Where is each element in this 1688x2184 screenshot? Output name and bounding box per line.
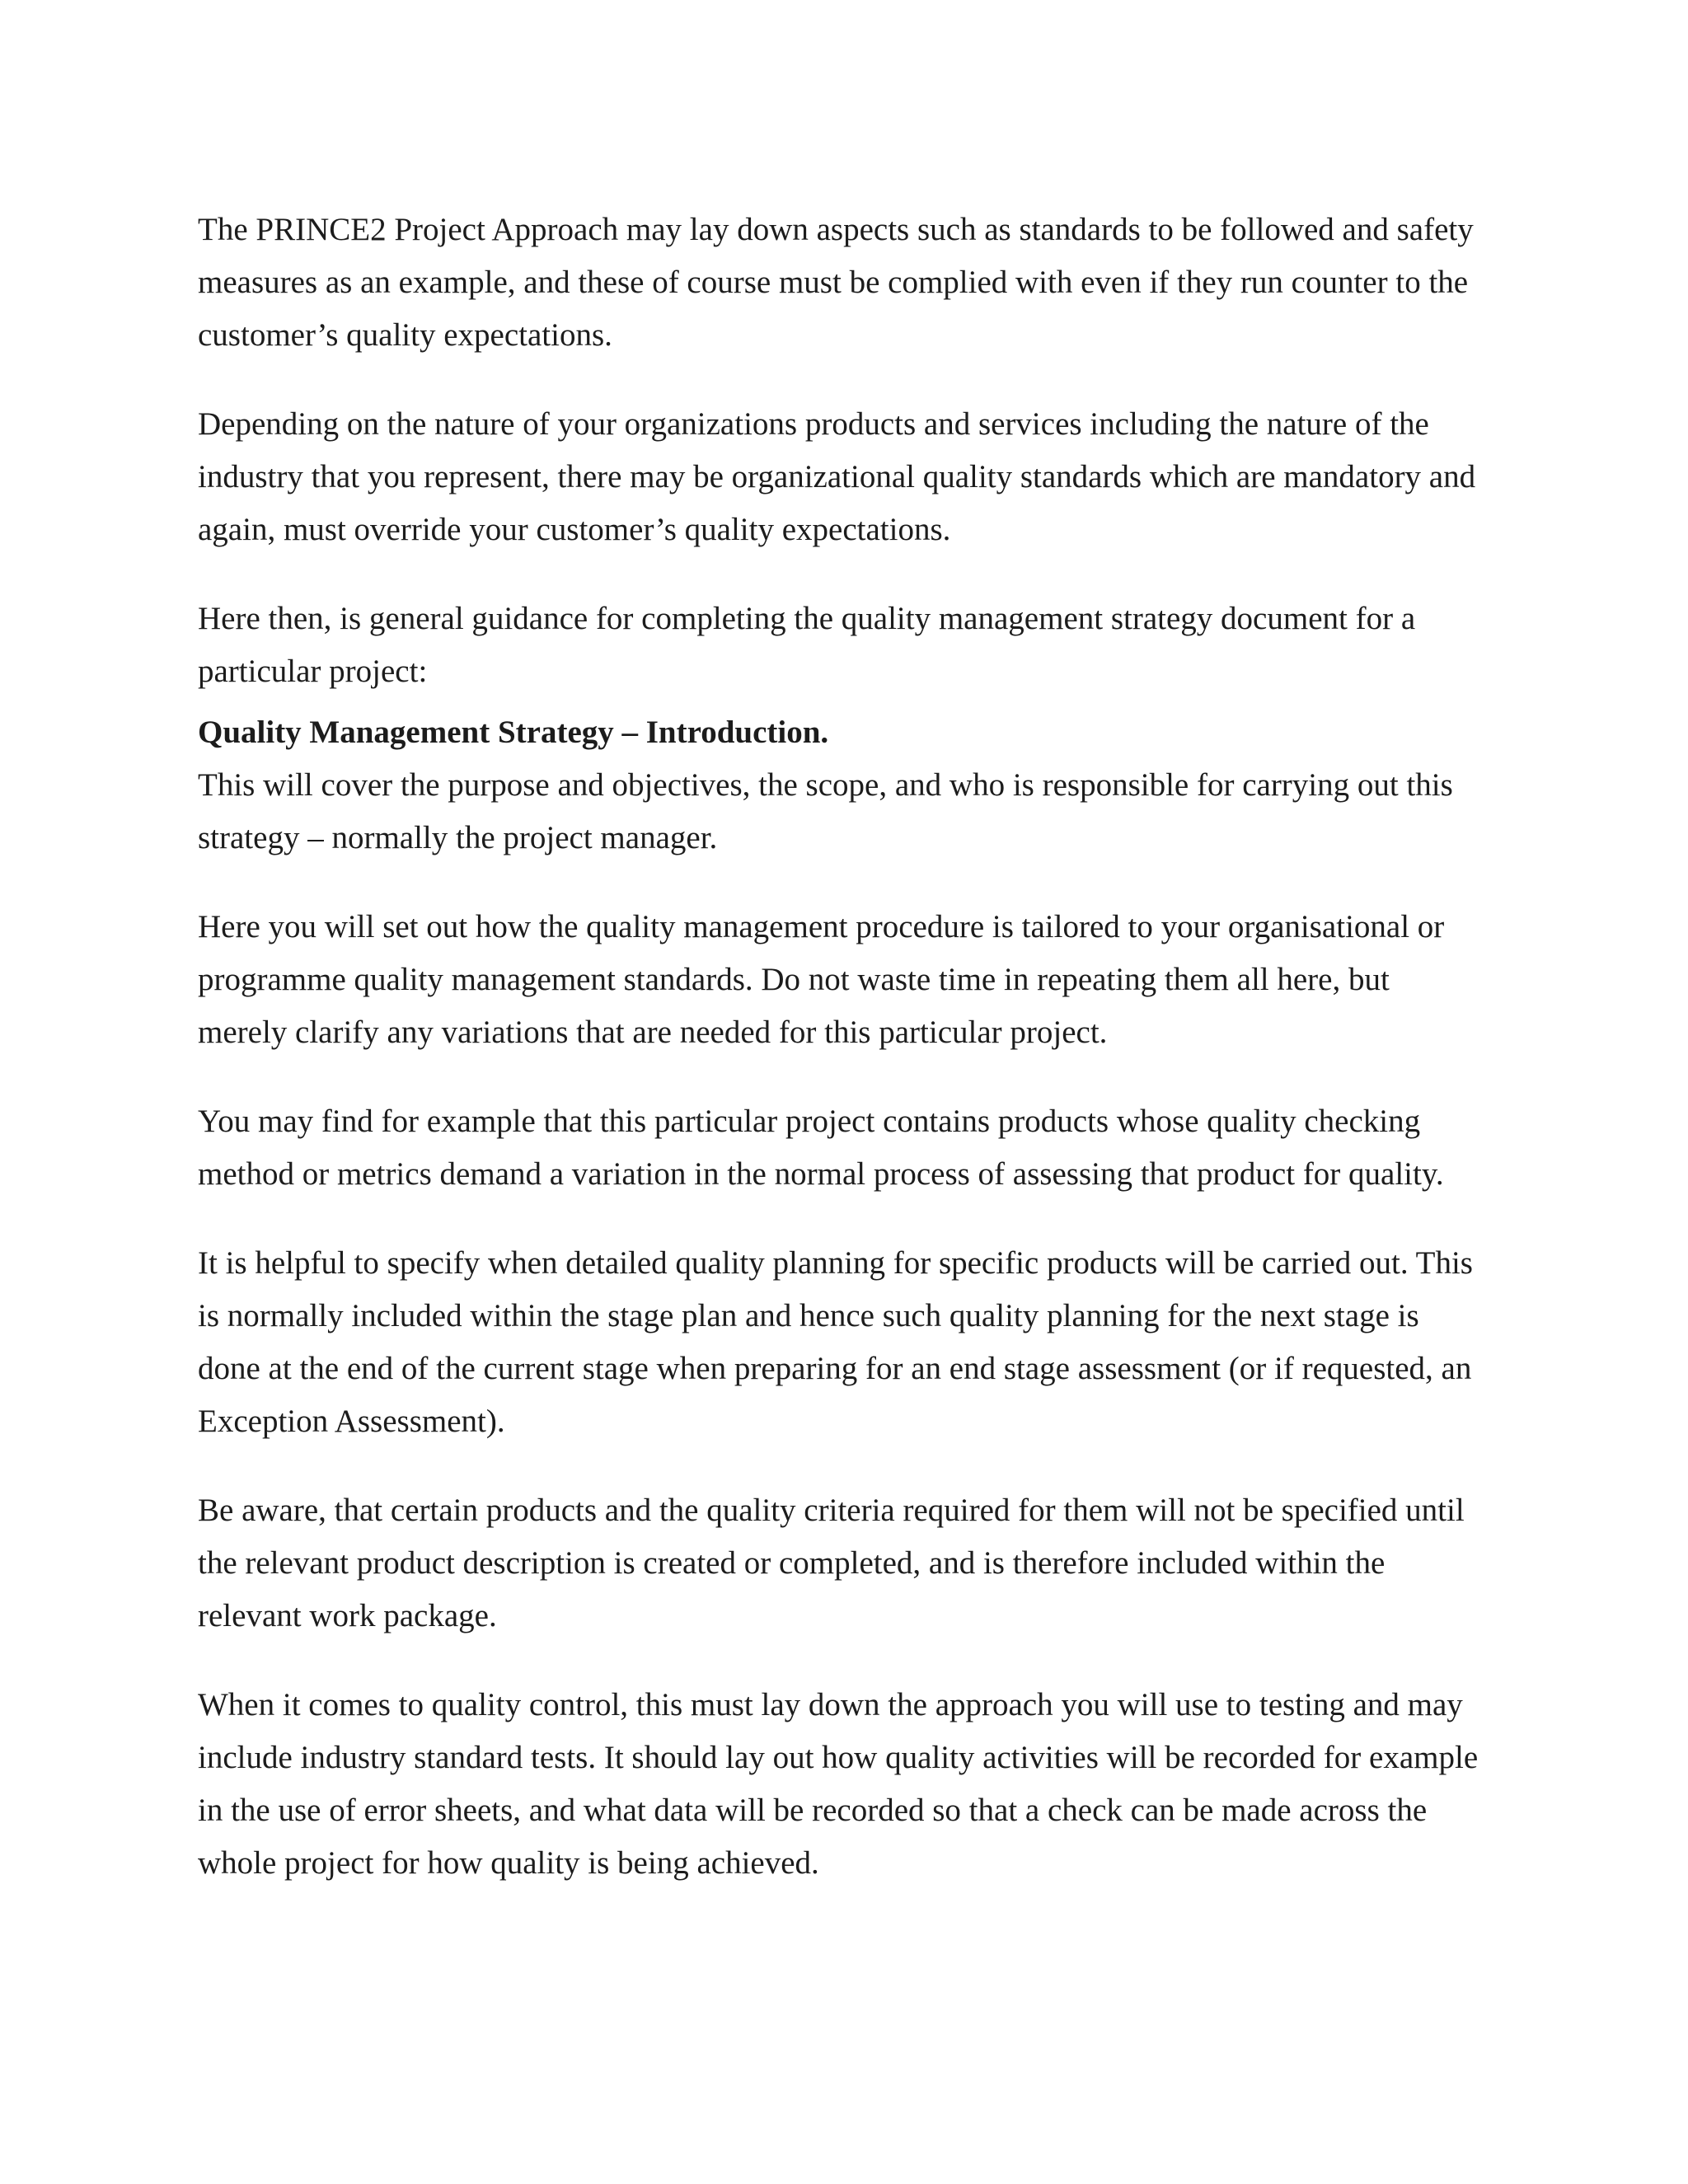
section-heading: Quality Management Strategy – Introduction. [198, 715, 829, 750]
document-body [198, 204, 1484, 1926]
paragraph-quality-planning: It is helpful to specify when detailed quality planning for specific products will be carried out. This is normally included within the stage plan and hence such quality planning for the next stage is done at the end of the current stage when preparing for an end stage assessment (or if requested, an Exception Assessment). [198, 1245, 1473, 1439]
paragraph-purpose-objectives: This will cover the purpose and objectives, the scope, and who is responsible for carrying out this strategy – normally the project manager. [198, 767, 1453, 855]
paragraph-general-guidance: Here then, is general guidance for completing the quality management strategy document for a particular project: [198, 601, 1416, 689]
paragraph-organizational-standards: Depending on the nature of your organizations products and services including the nature of the industry that you represent, there may be organizational quality standards which are mandatory and again, must override your customer’s quality expectations. [198, 406, 1476, 547]
paragraph-quality-criteria: Be aware, that certain products and the quality criteria required for them will not be specified until the relevant product description is created or completed, and is therefore included within the relevant work package. [198, 1493, 1465, 1633]
paragraph-variation-example: You may find for example that this particular project contains products whose quality checking method or metrics demand a variation in the normal process of assessing that product for quality. [198, 1104, 1444, 1192]
paragraph-tailoring: Here you will set out how the quality management procedure is tailored to your organisational or programme quality management standards. Do not waste time in repeating them all here, but merely clarify any variations that are needed for this particular project. [198, 909, 1445, 1050]
paragraph-quality-control: When it comes to quality control, this must lay down the approach you will use to testing and may include industry standard tests. It should lay out how quality activities will be recorded for example in the use of error sheets, and what data will be recorded so that a check can be made across the whole project for how quality is being achieved. [198, 1687, 1479, 1881]
paragraph-project-approach: The PRINCE2 Project Approach may lay down aspects such as standards to be followed and safety measures as an example, and these of course must be complied with even if they run counter to the customer’s quality expectations. [198, 212, 1474, 353]
